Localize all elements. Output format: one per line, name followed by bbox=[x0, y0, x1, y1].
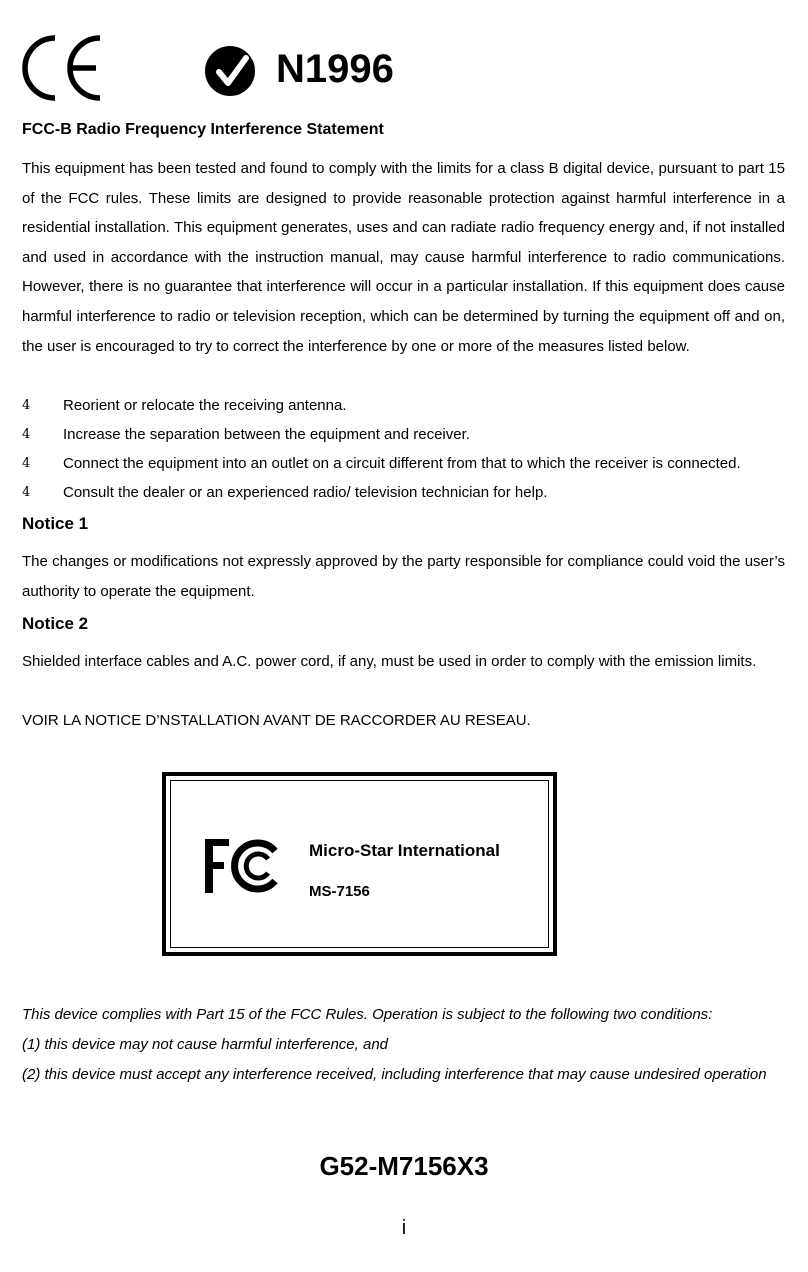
ce-mark-icon bbox=[25, 38, 100, 98]
measure-text: Reorient or relocate the receiving antenna. bbox=[63, 397, 347, 414]
fcc-statement-title: FCC-B Radio Frequency Interference Statement bbox=[22, 121, 384, 138]
bullet-marker: 4 bbox=[22, 485, 31, 500]
manufacturer-name: Micro-Star International bbox=[309, 841, 500, 860]
c-tick-code: N1996 bbox=[276, 47, 394, 91]
c-tick-mark-icon bbox=[205, 46, 255, 96]
compliance-condition-1: (1) this device may not cause harmful interference, and bbox=[22, 1036, 389, 1053]
model-number: MS-7156 bbox=[309, 883, 370, 900]
notice-2-body: Shielded interface cables and A.C. power cord, if any, must be used in order to comply with the emission limits. bbox=[22, 653, 757, 670]
notice-1-title: Notice 1 bbox=[22, 514, 89, 533]
compliance-intro: This device complies with Part 15 of the FCC Rules. Operation is subject to the following two conditions: bbox=[22, 1006, 713, 1023]
notice-2-title: Notice 2 bbox=[22, 614, 89, 633]
bullet-marker: 4 bbox=[22, 456, 31, 471]
bullet-marker: 4 bbox=[22, 398, 31, 413]
fcc-statement-body: This equipment has been tested and found to comply with the limits for a class B digital device, pursuant to part 15 of the FCC rules. These limits are designed to provide reasonable protection against harmful interference in a residential installation. This equipment generates, uses and can radiate radio frequency energy and, if not installed and used in accordance with the instruction manual, may cause harmful interference to radio communications. However, there is no guarantee that interference will occur in a particular installation. If this equipment does cause harmful interference to radio or television reception, which can be determined by turning the equipment off and on, the user is encouraged to try to correct the interference by one or more of the measures listed below. bbox=[22, 160, 785, 355]
page-number: i bbox=[401, 1217, 407, 1239]
document-code: G52-M7156X3 bbox=[319, 1151, 489, 1181]
bullet-marker: 4 bbox=[22, 427, 31, 442]
fcc-label-inner-border bbox=[170, 780, 549, 948]
measure-text: Connect the equipment into an outlet on a circuit different from that to which the receiver is connected. bbox=[63, 455, 741, 472]
fcc-logo-icon bbox=[203, 837, 283, 897]
measure-text: Increase the separation between the equipment and receiver. bbox=[63, 426, 470, 443]
measure-text: Consult the dealer or an experienced radio/ television technician for help. bbox=[63, 484, 548, 501]
compliance-condition-2: (2) this device must accept any interference received, including interference that may cause undesired operation bbox=[22, 1066, 767, 1083]
fcc-label-box bbox=[162, 772, 557, 956]
notice-2-french: VOIR LA NOTICE D’NSTALLATION AVANT DE RACCORDER AU RESEAU. bbox=[22, 712, 531, 729]
notice-1-body: The changes or modifications not expressly approved by the party responsible for compliance could void the user’s authority to operate the equipment. bbox=[22, 553, 785, 600]
